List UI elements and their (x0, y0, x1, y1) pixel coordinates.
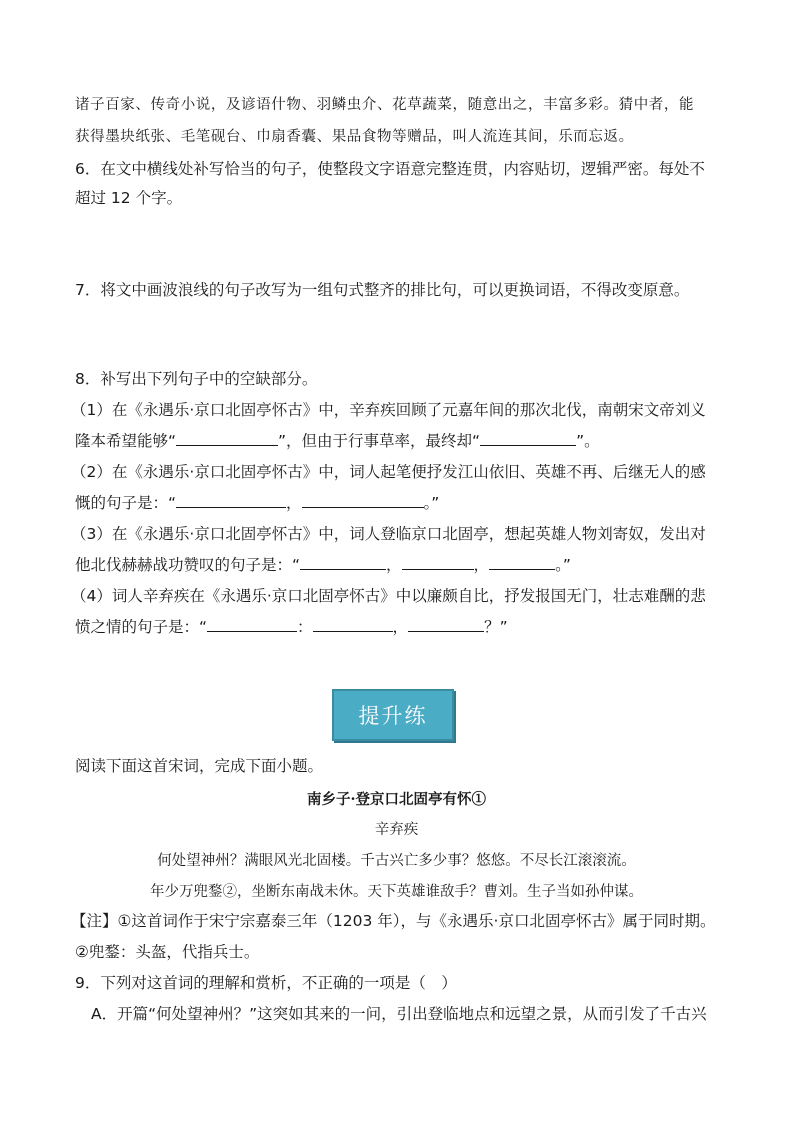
q8-4-suffix: ？” (484, 618, 508, 636)
q8-4-separator-1: ： (297, 618, 313, 636)
q8-2-suffix: 。” (423, 494, 440, 512)
q8-1-prefix: 隆本希望能够“ (75, 432, 177, 450)
question-8-title: 8．补写出下列句子中的空缺部分。 (75, 370, 318, 388)
passage-line-1: 诸子百家、传奇小说，及谚语什物、羽鳞虫介、花草蔬菜，随意出之，丰富多彩。猜中者，能 (75, 97, 695, 113)
poem-title: 南乡子·登京口北固亭有怀① (306, 791, 487, 808)
question-8-3-line-1: （3）在《永遇乐·京口北固亭怀古》中，词人登临京口北固亭，想起英雄人物刘寄奴，发出对 (71, 525, 706, 543)
passage-line-2: 获得墨块纸张、毛笔砚台、巾扇香囊、果品食物等赠品，叫人流连其间，乐而忘返。 (75, 129, 634, 145)
answer-blank[interactable] (480, 431, 576, 446)
question-8-3-line-2 (75, 555, 571, 575)
question-8-1-line-2 (75, 431, 600, 451)
poem-line-1: 何处望神州？满眼风光北固楼。千古兴亡多少事？悠悠。不尽长江滚滚流。 (157, 853, 636, 869)
answer-blank[interactable] (402, 555, 474, 570)
answer-blank[interactable] (176, 493, 286, 508)
q8-3-separator-2: ， (473, 556, 490, 574)
question-9-stem: 9．下列对这首词的理解和赏析，不正确的一项是（ ） (75, 974, 457, 992)
answer-blank[interactable] (313, 617, 393, 632)
q8-4-separator-2: ， (392, 618, 409, 636)
answer-blank[interactable] (207, 617, 297, 632)
answer-blank[interactable] (176, 431, 278, 446)
poem-line-2: 年少万兜鍪②，坐断东南战未休。天下英雄谁敌手？曹刘。生子当如孙仲谋。 (150, 884, 643, 900)
q8-3-prefix: 他北伐赫赫战功赞叹的句子是：“ (75, 556, 301, 574)
q8-4-prefix: 愤之情的句子是：“ (75, 618, 208, 636)
question-8-4-line-1: （4）词人辛弃疾在《永遇乐·京口北固亭怀古》中以廉颇自比，抒发报国无门，壮志难酬的悲 (71, 587, 706, 605)
q8-3-suffix: 。” (555, 556, 571, 574)
poem-author: 辛弃疾 (374, 822, 419, 838)
q8-1-suffix: ”。 (576, 432, 600, 450)
question-8-1-line-1: （1）在《永遇乐·京口北固亭怀古》中，辛弃疾回顾了元嘉年间的那次北伐，南朝宋文帝刘义 (71, 401, 706, 419)
q8-1-middle: ”，但由于行事草率，最终却“ (278, 432, 481, 450)
q8-2-prefix: 慨的句子是：“ (75, 494, 177, 512)
section-header-improvement (332, 689, 454, 741)
answer-blank[interactable] (408, 617, 484, 632)
question-8-4-line-2 (75, 617, 508, 637)
q8-3-separator-1: ， (386, 556, 402, 574)
question-8-2-line-2 (75, 493, 439, 513)
answer-blank[interactable] (302, 493, 424, 508)
reading-instruction: 阅读下面这首宋词，完成下面小题。 (75, 757, 324, 775)
answer-blank[interactable] (489, 555, 555, 570)
answer-blank[interactable] (300, 555, 386, 570)
note-line-1: 【注】①这首词作于宋宁宗嘉泰三年（1203 年），与《永遇乐·京口北固亭怀古》属于同时期。 (71, 912, 716, 930)
question-7: 7．将文中画波浪线的句子改写为一组句式整齐的排比句，可以更换词语，不得改变原意。 (75, 281, 690, 299)
q8-2-separator: ， (286, 494, 302, 512)
question-6-line-1: 6．在文中横线处补写恰当的句子，使整段文字语意完整连贯，内容贴切，逻辑严密。每处不 (75, 160, 705, 178)
section-header-label: 提升练 (358, 704, 428, 728)
question-8-2-line-1: （2）在《永遇乐·京口北固亭怀古》中，词人起笔便抒发江山依旧、英雄不再、后继无人的感 (71, 463, 706, 481)
note-line-2: ②兜鍪：头盔，代指兵士。 (75, 943, 260, 961)
question-6-line-2: 超过 12 个字。 (75, 189, 183, 207)
question-9-option-a[interactable]: A．开篇“何处望神州？”这突如其来的一问，引出登临地点和远望之景，从而引发了千古兴 (91, 1005, 707, 1023)
